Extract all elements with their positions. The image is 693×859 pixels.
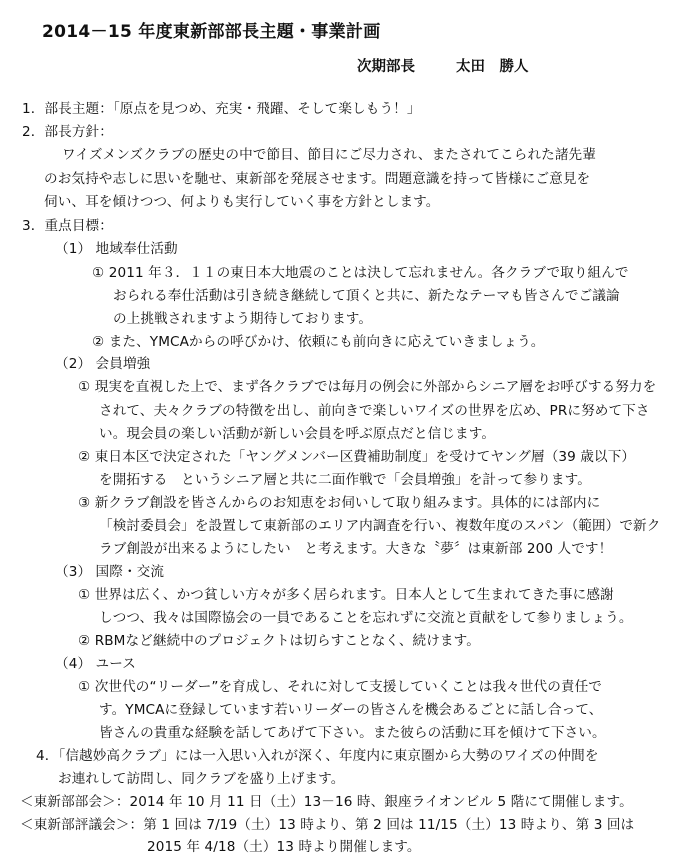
membership-item-1-line-3: い。現会員の楽しい活動が新しい会員を呼ぶ原点だと信じます。 [99,426,496,442]
section-4-line-2: お連れして訪問し、同クラブを盛り上げます。 [58,771,345,787]
author-name: 太田 勝人 [456,59,529,75]
section-1-theme: 1．部長主題：「原点を見つめ、充実・飛躍、そして楽しもう！」 [22,101,421,117]
policy-line-2: のお気持や志しに思いを馳せ、東新部を発展させます。問題意識を持って皆様にご意見を [44,171,591,187]
subsection-community-service: （1） 地域奉仕活動 [55,241,178,257]
district-meeting-notice: ＜東新部部会＞：2014 年 10 月 11 日（土）13－16 時、銀座ライオンビル 5 階にて開催します。 [20,794,633,810]
section-2-heading: 2．部長方針： [22,124,113,140]
membership-item-3-line-1: ③ 新クラブ創設を皆さんからのお知恵をお伺いして取り組みます。具体的には部内に [78,495,601,511]
service-item-1-line-3: の上挑戦されますよう期待しております。 [113,311,373,327]
section-3-heading: 3．重点目標： [22,218,113,234]
international-item-1-line-1: ① 世界は広く、かつ貧しい方々が多く居られます。日本人として生まれてきた事に感謝 [78,587,614,603]
document-title: 2014－15 年度東新部部長主題・事業計画 [42,22,381,42]
author-role: 次期部長 [357,59,415,75]
service-item-2: ② また、YMCAからの呼びかけ、依頼にも前向きに応えていきましょう。 [92,334,545,350]
membership-item-1-line-1: ① 現実を直視した上で、まず各クラブでは毎月の例会に外部からシニア層をお呼びする努力を [78,379,657,395]
membership-item-3-line-3: ラブ創設が出来るようにしたい と考えます。大きな〝夢〞は東新部 200 人です！ [99,541,613,557]
youth-item-1-line-1: ① 次世代の“リーダー”を育成し、それに対して支援していくことは我々世代の責任で [78,679,602,695]
membership-item-2-line-1: ② 東日本区で決定された「ヤングメンバー区費補助制度」を受けてヤング層（39 歳以下） [78,449,636,465]
subsection-membership: （2） 会員増強 [55,356,151,372]
service-item-1-line-2: おられる奉仕活動は引き続き継続して頂くと共に、新たなテーマも皆さんでご議論 [113,288,620,304]
subsection-international: （3） 国際・交流 [55,564,165,580]
youth-item-1-line-3: 皆さんの貴重な経験を話してあげて下さい。また彼らの活動に耳を傾けて下さい。 [99,725,606,741]
international-item-2: ② RBMなど継続中のプロジェクトは切らすことなく、続けます。 [78,633,480,649]
subsection-youth: （4） ユース [55,656,136,672]
council-meeting-notice-line-2: 2015 年 4/18（土）13 時より開催します。 [147,839,421,855]
membership-item-1-line-2: されて、夫々クラブの特徴を出し、前向きで楽しいワイズの世界を広め、PRに努めて下さ [99,403,650,419]
policy-line-3: 伺い、耳を傾けつつ、何よりも実行していく事を方針とします。 [44,194,440,210]
policy-line-1: ワイズメンズクラブの歴史の中で節目、節目にご尽力され、またされてこられた諸先輩 [62,147,596,163]
membership-item-2-line-2: を開拓する というシニア層と共に二面作戦で「会員増強」を計って参ります。 [99,472,591,488]
international-item-1-line-2: しつつ、我々は国際協会の一員であることを忘れずに交流と貢献をして参りましょう。 [99,610,633,626]
section-4-line-1: 4．「信越妙高クラブ」には一入思い入れが深く、年度内に東京圏から大勢のワイズの仲間を [36,748,599,764]
youth-item-1-line-2: す。YMCAに登録しています若いリーダーの皆さんを機会あるごとに話し合って、 [99,702,603,718]
membership-item-3-line-2: 「検討委員会」を設置して東新部のエリア内調査を行い、複数年度のスパン（範囲）で新ク [99,518,661,534]
council-meeting-notice-line-1: ＜東新部評議会＞：第 1 回は 7/19（土）13 時より、第 2 回は 11/15（土）13 時より、第 3 回は [20,817,635,833]
service-item-1-line-1: ① 2011 年３．１１の東日本大地震のことは決して忘れません。各クラブで取り組んで [92,265,629,281]
